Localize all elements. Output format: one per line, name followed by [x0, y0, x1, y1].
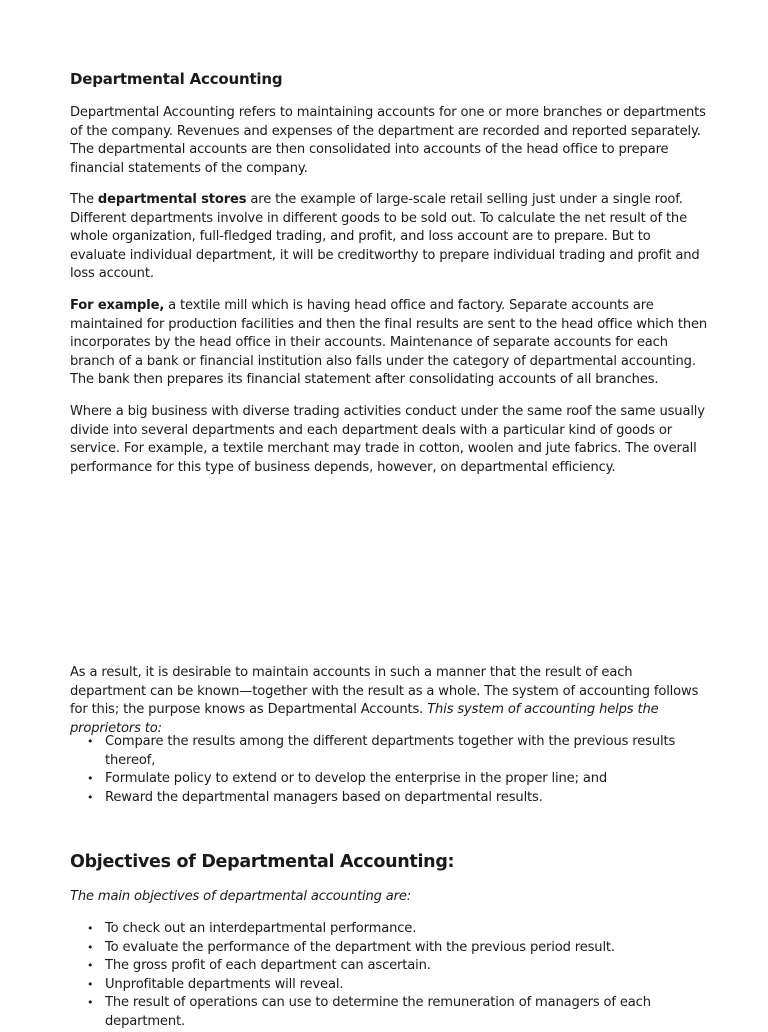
list-item: • Unprofitable departments will reveal.	[70, 976, 710, 995]
p2-rest: are the example of large-scale retail selling just under a single roof. Different departments involve in different goods to be sold out. To calculate the net result of the whole organization, full-fledged trading, and profit, and loss account are to prepare. But to evaluate individual department, it will be creditworthy to prepare individual trading and profit and loss account.	[70, 192, 700, 282]
objectives-intro	[70, 888, 710, 907]
p2-bold-term: departmental stores	[97, 192, 247, 207]
list-item: • The gross profit of each department can ascertain.	[70, 957, 710, 976]
p5-italic: This system of accounting helps the proprietors to:	[70, 702, 659, 736]
list-item: • To evaluate the performance of the department with the previous period result.	[70, 939, 710, 958]
list-item: • Formulate policy to extend or to develop the enterprise in the proper line; and	[70, 770, 710, 789]
p3-bold-lead: For example,	[70, 298, 165, 313]
p2-prefix: The	[70, 192, 98, 207]
objectives-intro-italic: The main objectives of departmental accounting are:	[70, 889, 412, 904]
section-heading-objectives: Objectives of Departmental Accounting:	[70, 852, 455, 872]
paragraph-example	[70, 297, 710, 390]
list-item: • To check out an interdepartmental performance.	[70, 920, 710, 939]
p5-text: As a result, it is desirable to maintain accounts in such a manner that the result of each department can be known—together with the result as a whole. The system of accounting follows for this; the purpose knows as Departmental Accounts.	[70, 665, 699, 718]
helps-list	[70, 733, 710, 807]
objectives-list	[70, 920, 710, 1032]
list-item: • Reward the departmental managers based on departmental results.	[70, 789, 710, 808]
paragraph-definition: Departmental Accounting refers to maintaining accounts for one or more branches or departments of the company. Revenues and expenses of the department are recorded and reported separately. The departmental accounts are then consolidated into accounts of the head office to prepare financial statements of the company.	[70, 105, 706, 176]
p3-rest: a textile mill which is having head office and factory. Separate accounts are maintained for production facilities and then the final results are sent to the head office which then incorporates by the head office in their accounts. Maintenance of separate accounts for each branch of a bank or financial institution also falls under the category of departmental accounting. The bank then prepares its financial statement after consolidating accounts of all branches.	[70, 298, 708, 388]
paragraph-departmental-stores	[70, 191, 710, 284]
list-item: • Compare the results among the different departments together with the previous results thereof,	[70, 733, 710, 770]
paragraph-result	[70, 664, 710, 738]
list-item: • The result of operations can use to determine the remuneration of managers of each department.	[70, 994, 710, 1031]
paragraph-diverse-trading: Where a big business with diverse trading activities conduct under the same roof the same usually divide into several departments and each department deals with a particular kind of goods or service. For example, a textile merchant may trade in cotton, woolen and jute fabrics. The overall performance for this type of business depends, however, on departmental efficiency.	[70, 404, 705, 475]
section-heading-departmental-accounting: Departmental Accounting	[70, 70, 283, 88]
